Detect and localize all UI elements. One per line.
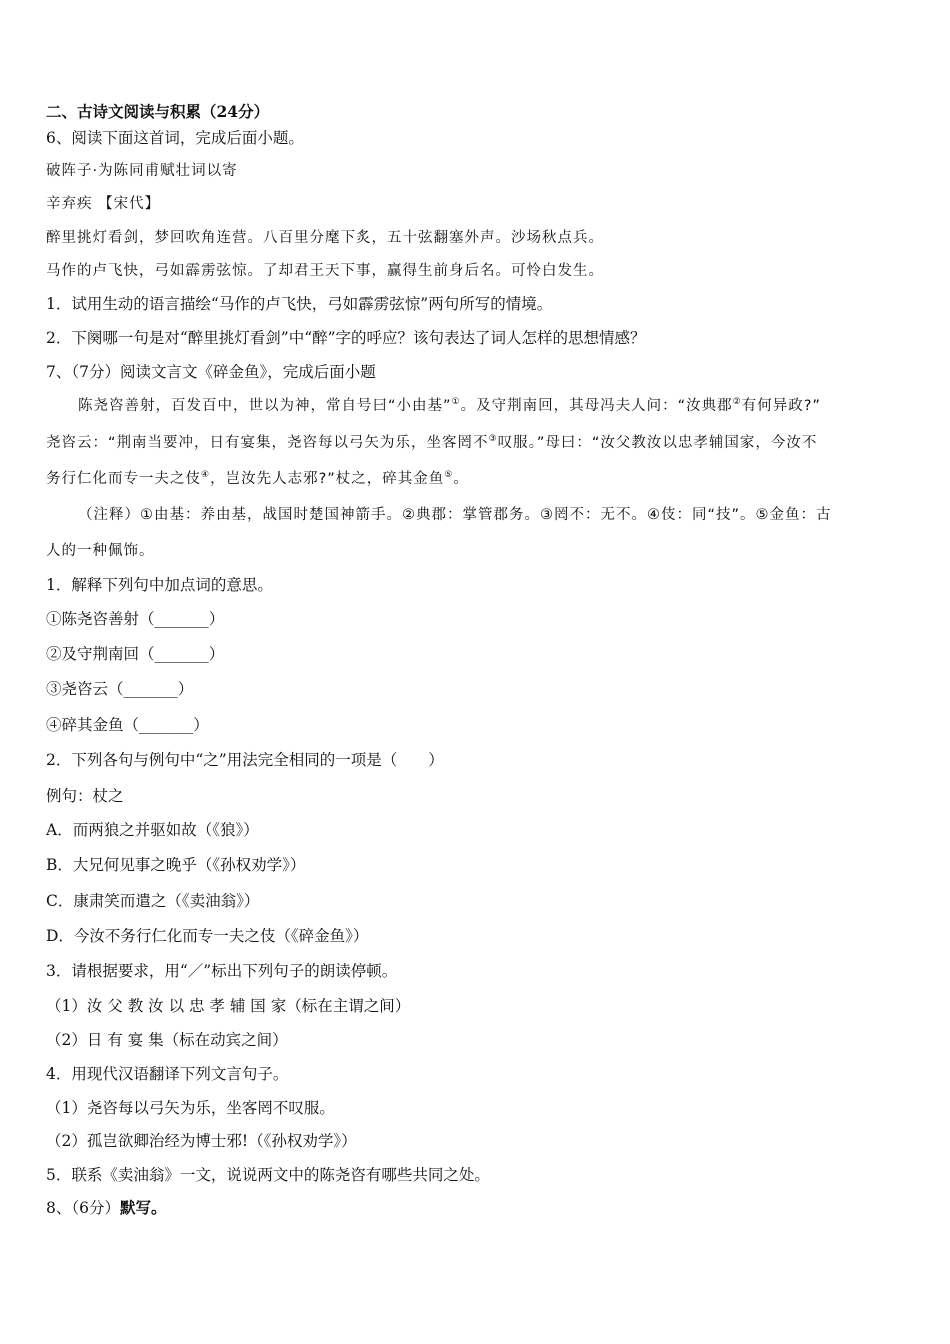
footnote-mark: ③: [488, 434, 498, 444]
annotation-line-1: （注释）①由基：养由基，战国时楚国神箭手。②典郡：掌管郡务。③罔不：无不。④伎：同“技”。⑤金鱼：古: [78, 507, 832, 523]
q6-sub-question-1: 1．试用生动的语言描绘“马作的卢飞快，弓如霹雳弦惊”两句所写的情境。: [46, 295, 553, 313]
q7-sub-question-4: 4．用现代汉语翻译下列文言句子。: [46, 1065, 289, 1083]
option-d: D．今汝不务行仁化而专一夫之伎（《碎金鱼》）: [46, 927, 369, 945]
q7-sub-question-5: 5．联系《卖油翁》一文，说说两文中的陈尧咨有哪些共同之处。: [46, 1166, 490, 1184]
poem-author: 辛弃疾 【宋代】: [46, 196, 161, 212]
translate-item: （2）孤岂欲卿治经为博士邪!（《孙权劝学》）: [46, 1132, 357, 1150]
poem-line-2: 马作的卢飞快，弓如霹雳弦惊。了却君王天下事，赢得生前身后名。可怜白发生。: [46, 263, 604, 279]
footnote-mark: ⑤: [444, 470, 454, 480]
blank-item: ④碎其金鱼（_______）: [46, 716, 209, 734]
passage-text: 尧咨云：“荆南当要冲，日有宴集，尧咨每以弓矢为乐，坐客罔不: [46, 435, 489, 451]
option-a: A．而两狼之并驱如故（《狼》）: [46, 821, 259, 839]
footnote-mark: ④: [201, 470, 211, 480]
blank-item: ①陈尧咨善射（_______）: [46, 610, 225, 628]
q7-sub-question-1: 1．解释下列句中加点词的意思。: [46, 576, 273, 594]
passage-text: 有何异政?”: [741, 398, 821, 414]
poem-title: 破阵子·为陈同甫赋壮词以寄: [46, 163, 238, 179]
pause-item: （1）汝 父 教 汝 以 忠 孝 辅 国 家（标在主谓之间）: [46, 997, 411, 1015]
q8-prefix: 8、（6分）: [46, 1199, 120, 1217]
option-c: C．康肃笑而遣之（《卖油翁》）: [46, 892, 260, 910]
q8-heading: [46, 1198, 167, 1218]
passage-text: 陈尧咨善射，百发百中，世以为神，常自号曰“小由基”: [78, 398, 452, 414]
footnote-mark: ②: [732, 397, 742, 407]
q6-intro: 6、阅读下面这首词，完成后面小题。: [46, 129, 304, 147]
passage-line-2: [46, 433, 817, 453]
section-title: 二、古诗文阅读与积累（24分）: [46, 102, 270, 121]
blank-item: ③尧咨云（_______）: [46, 680, 194, 698]
example-sentence: 例句：杖之: [46, 787, 124, 805]
passage-text: 。及守荆南回，其母冯夫人问：“汝典郡: [460, 398, 733, 414]
passage-text: ，岂汝先人志邪?”杖之，碎其金鱼: [210, 471, 445, 487]
q7-sub-question-3: 3．请根据要求，用“／”标出下列句子的朗读停顿。: [46, 962, 398, 980]
poem-line-1: 醉里挑灯看剑，梦回吹角连营。八百里分麾下炙，五十弦翻塞外声。沙场秋点兵。: [46, 230, 604, 246]
q7-intro: 7、（7分）阅读文言文《碎金鱼》，完成后面小题: [46, 363, 376, 381]
footnote-mark: ①: [451, 397, 461, 407]
translate-item: （1）尧咨每以弓矢为乐，坐客罔不叹服。: [46, 1099, 335, 1117]
blank-item: ②及守荆南回（_______）: [46, 645, 225, 663]
passage-line-1: [78, 396, 821, 416]
option-b: B．大兄何见事之晚乎（《孙权劝学》）: [46, 856, 306, 874]
pause-item: （2）日 有 宴 集（标在动宾之间）: [46, 1031, 288, 1049]
q8-title: 默写。: [119, 1198, 167, 1217]
passage-text: 。: [453, 471, 469, 487]
q6-sub-question-2: 2．下阕哪一句是对“醉里挑灯看剑”中“醉”字的呼应？该句表达了词人怎样的思想情感？: [46, 329, 646, 347]
passage-text: 务行仁化而专一夫之伎: [46, 471, 201, 487]
q7-sub-question-2: 2．下列各句与例句中“之”用法完全相同的一项是（ ）: [46, 751, 444, 769]
passage-line-3: [46, 469, 469, 489]
passage-text: 叹服。”母曰：“汝父教汝以忠孝辅国家，今汝不: [497, 435, 818, 451]
annotation-line-2: 人的一种佩饰。: [46, 543, 155, 559]
